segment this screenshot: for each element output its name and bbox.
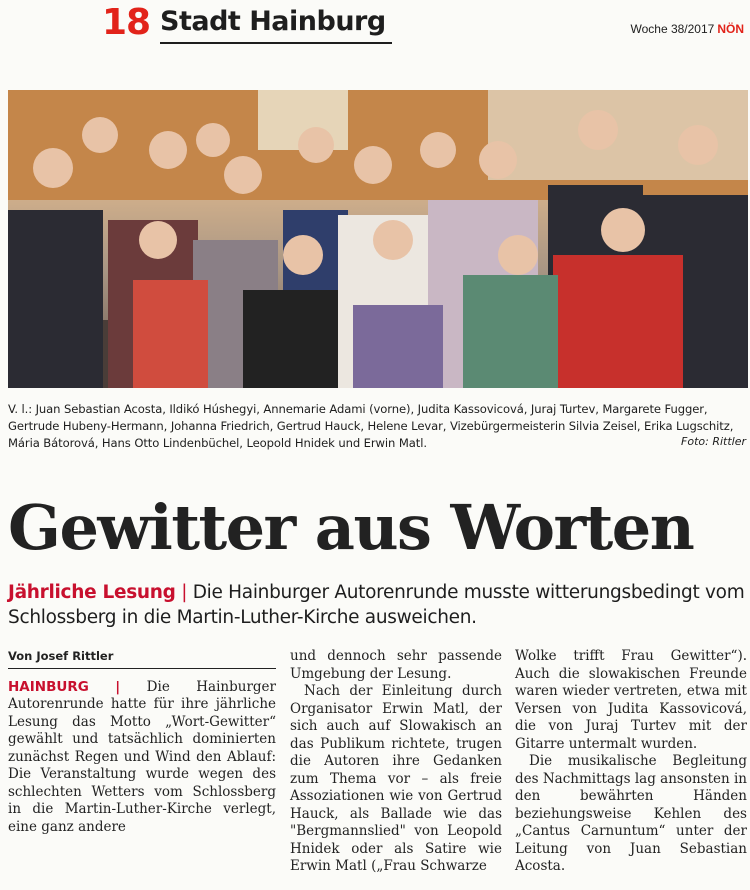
article-column-1 [8, 648, 276, 836]
article-dateline: HAINBURG [8, 678, 89, 695]
article-kicker: Jährliche Lesung [8, 582, 176, 603]
article-paragraph: Wolke trifft Frau Gewitter“). Auch die slowakischen Freunde waren wieder vertreten, etwa mit Versen von Judita Kassovicová, die von Juraj Turtev mit der Gitarre untermalt wurden. [515, 648, 747, 752]
article-lead [8, 580, 748, 630]
dateline-separator: | [115, 678, 121, 695]
article-paragraph [8, 679, 276, 837]
header-rule [160, 42, 392, 44]
article-paragraph: und dennoch sehr passende Umgebung der Lesung. [290, 648, 502, 682]
page-number: 18 [102, 2, 151, 43]
article-column-2 [290, 648, 502, 876]
lead-text: Die Hainburger Autorenrunde musste witterungsbedingt vom Schlossberg in die Martin-Luther-Kirche ausweichen. [8, 582, 745, 628]
article-paragraph: Die musikalische Begleitung des Nachmittags lag ansonsten in den bewährten Händen beziehungsweise Kehlen des „Cantus Carnuntum“ unter der Leitung von Juan Sebastian Acosta. [515, 753, 747, 874]
photo-caption: V. l.: Juan Sebastian Acosta, Ildikó Húshegyi, Annemarie Adami (vorne), Judita Kassovicová, Juraj Turtev, Margarete Fugger, Gertrude Hubeny-Hermann, Johanna Friedrich, Gertrud Hauck, Helene Levar, Vizebürgermeisterin Silvia Zeisel, Erika Lugschitz, Mária Bátorová, Hans Otto Lindenbüchel, Leopold Hnidek und Erwin Matl. [8, 402, 734, 450]
article-byline: Von Josef Rittler [8, 648, 276, 669]
page-header [0, 0, 750, 46]
group-photo [8, 90, 748, 388]
article-headline: Gewitter aus Worten [8, 491, 694, 564]
kicker-separator: | [181, 582, 188, 603]
article-paragraph: Nach der Einleitung durch Organisator Erwin Matl, der sich auch auf Slowakisch an das Publikum richtete, trugen die Autoren ihre Gedanken zum Thema vor – als freie Assoziationen wie von Gertrud Hauck, als Ballade wie das "Bergmannslied" von Leopold Hnidek oder als Satire wie Erwin Matl („Frau Schwarze [290, 683, 502, 874]
group-photo-icon [8, 90, 748, 388]
article-column-3 [515, 648, 747, 876]
issue-week: Woche 38/2017 [630, 22, 715, 36]
brand-logo: NÖN [717, 22, 744, 36]
column-1-text: Die Hainburger Autorenrunde hatte für ihre jährliche Lesung das Motto „Wort-Gewitter“ gewählt und tatsächlich dominierten zunächst Regen und Wind den Ablauf: Die Veranstaltung wurde wegen des schlechten Wetters vom Schlossberg in die Martin-Luther-Kirche verlegt, eine ganz andere [8, 678, 276, 835]
issue-info [630, 22, 744, 36]
section-title: Stadt Hainburg [160, 6, 386, 37]
photo-credit: Foto: Rittler [681, 435, 746, 448]
